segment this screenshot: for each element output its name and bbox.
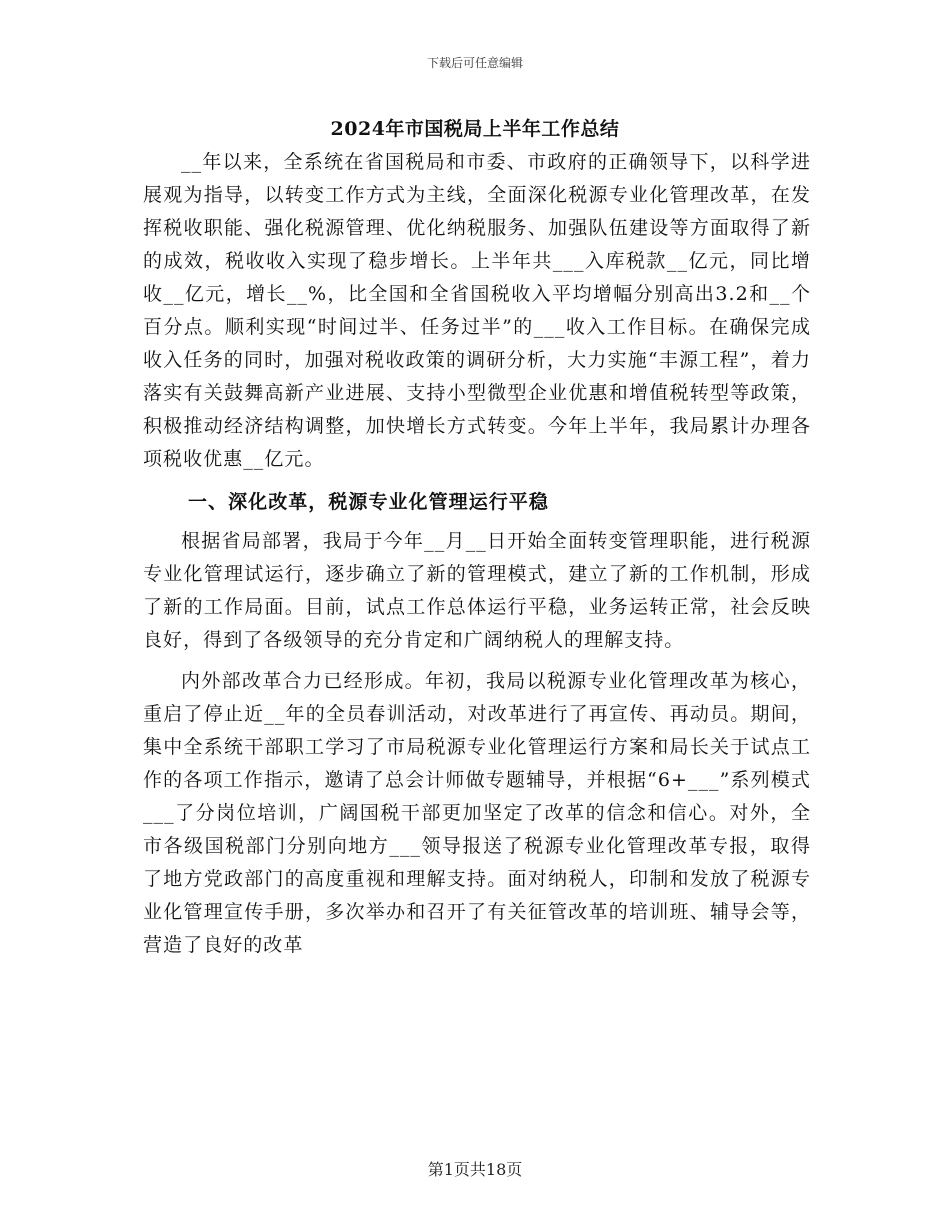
- section-heading-1: 一、深化改革，税源专业化管理运行平稳: [188, 491, 549, 513]
- paragraph-section-1-b: 内外部改革合力已经形成。年初，我局以税源专业化管理改革为核心，重启了停止近__年的全员春训活动，对改革进行了再宣传、再动员。期间，集中全系统干部职工学习了市局税源专业化管理运行方案和局长关于试点工作的各项工作指示，邀请了总会计师做专题辅导，并根据“6+___”系列模式___了分岗位培训，广阔国税干部更加坚定了改革的信念和信心。对外，全市各级国税部门分别向地方___领导报送了税源专业化管理改革专报，取得了地方党政部门的高度重视和理解支持。面对纳税人，印制和发放了税源专业化管理宣传手册，多次举办和召开了有关征管改革的培训班、辅导会等，营造了良好的改革: [143, 670, 811, 956]
- document-title: 2024年市国税局上半年工作总结: [330, 118, 620, 140]
- page-number-footer: 第1页共18页: [427, 1160, 523, 1179]
- page-header-note: 下载后可任意编辑: [426, 56, 523, 70]
- document-body: [143, 146, 811, 962]
- paragraph-section-1-a: 根据省局部署，我局于今年__月__日开始全面转变管理职能，进行税源专业化管理试运行，逐步确立了新的管理模式，建立了新的工作机制，形成了新的工作局面。目前，试点工作总体运行平稳，业务运转正常，社会反映良好，得到了各级领导的充分肯定和广阔纳税人的理解支持。: [143, 530, 811, 651]
- paragraph-intro: __年以来，全系统在省国税局和市委、市政府的正确领导下，以科学进展观为指导，以转变工作方式为主线，全面深化税源专业化管理改革，在发挥税收职能、强化税源管理、优化纳税服务、加强队伍建设等方面取得了新的成效，税收收入实现了稳步增长。上半年共___入库税款__亿元，同比增收__亿元，增长__%，比全国和全省国税收入平均增幅分别高出3.2和__个百分点。顺利实现“时间过半、任务过半”的___收入工作目标。在确保完成收入任务的同时，加强对税收政策的调研分析，大力实施“丰源工程”，着力落实有关鼓舞高新产业进展、支持小型微型企业优惠和增值税转型等政策，积极推动经济结构调整，加快增长方式转变。今年上半年，我局累计办理各项税收优惠__亿元。: [143, 151, 811, 470]
